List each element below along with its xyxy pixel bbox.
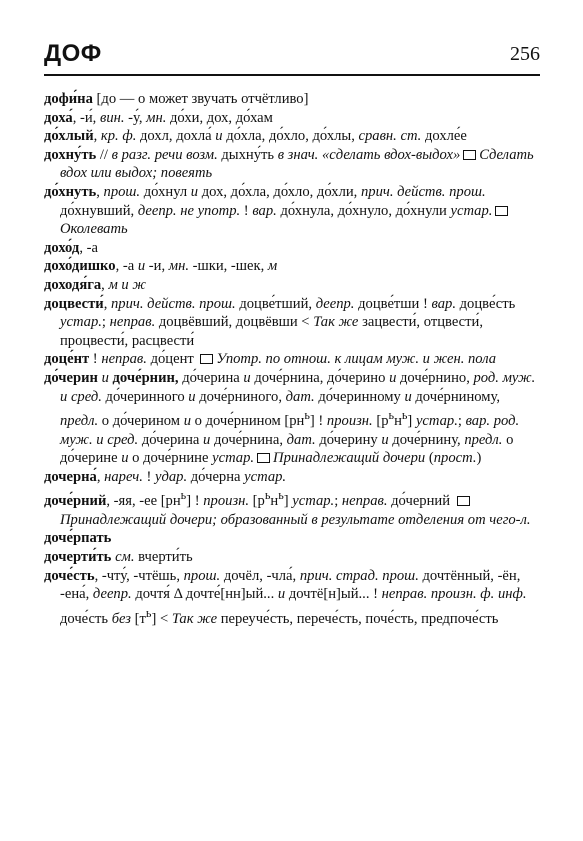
- grammar-label: произн.: [203, 493, 250, 510]
- grammar-label: и: [243, 369, 251, 386]
- grammar-label: и: [404, 388, 412, 405]
- grammar-label: вар. род. муж. и сред.: [60, 412, 520, 448]
- grammar-label: и: [190, 183, 199, 200]
- entry-dokhodishko: [44, 257, 540, 276]
- grammar-label: неправ.: [101, 351, 147, 368]
- grammar-label: м: [267, 258, 278, 275]
- definition-box-icon: [463, 150, 476, 160]
- grammar-label: вар.: [252, 202, 277, 219]
- soft-sign-mark: ь: [304, 408, 310, 423]
- grammar-label: род. муж. и сред.: [60, 369, 536, 405]
- headword: до́черин: [44, 369, 98, 386]
- grammar-label: дат.: [285, 388, 315, 405]
- entry-dokha: [44, 109, 540, 128]
- entry-text: до́черинного: [101, 388, 189, 405]
- entry-text: до́черину: [315, 431, 382, 448]
- entry-text: доцве́тши !: [354, 295, 432, 312]
- definition-box-icon: [200, 354, 213, 364]
- entry-text: ,: [101, 276, 109, 293]
- entry-text: ,: [93, 128, 101, 145]
- headword: доче́рпать: [44, 530, 112, 547]
- entry-text: ] <: [151, 610, 172, 627]
- entry-text: доче́рниного,: [195, 388, 286, 405]
- entry-dokhod: [44, 239, 540, 258]
- entry-text: о до́черине: [60, 431, 514, 467]
- soft-sign-mark: ь: [180, 488, 187, 503]
- entry-text: [т: [131, 610, 146, 627]
- entry-dotsvesti: [44, 295, 540, 351]
- headword: дочерна́: [44, 468, 97, 485]
- soft-sign-mark: ь: [388, 408, 395, 423]
- entry-text: дочтённый, -ён, -ена́,: [60, 567, 521, 603]
- grammar-label: устар.: [60, 314, 102, 331]
- entry-docherna: [44, 468, 540, 487]
- grammar-label: прич. действ. прош.: [360, 183, 486, 200]
- headword: доцвести́: [44, 295, 104, 312]
- grammar-label: удар.: [155, 468, 188, 485]
- grammar-label: без: [111, 610, 132, 627]
- grammar-label: дат.: [286, 431, 316, 448]
- entry-text: н: [394, 412, 402, 429]
- entry-text: дох, до́хла, до́хло, до́хли,: [198, 183, 361, 200]
- entry-text: ,: [103, 295, 111, 312]
- entry-text: дочтя́ Δ дочте́[нн]ый...: [131, 586, 278, 603]
- entry-text: ): [476, 450, 482, 467]
- grammar-label: предл.: [464, 431, 503, 448]
- entry-text: до́хи, дох, до́хам: [166, 109, 273, 126]
- headword: доха́: [44, 109, 73, 126]
- entry-text: -у́,: [124, 109, 147, 126]
- entry-text: //: [96, 146, 112, 163]
- soft-sign-mark: ь: [401, 408, 408, 423]
- entry-docherpat: [44, 529, 540, 548]
- grammar-label: Так же: [313, 314, 359, 331]
- entry-text: , -и́,: [72, 109, 100, 126]
- headword: доходя́га: [44, 276, 102, 293]
- entry-text: !: [89, 351, 102, 368]
- headword: доче́сть: [44, 567, 95, 584]
- grammar-label: прич. страд. прош.: [299, 567, 419, 584]
- headword: дочерти́ть: [44, 548, 112, 565]
- entry-text: ] !: [309, 412, 327, 429]
- entry-text: до́черна: [187, 468, 245, 485]
- entry-text: !: [142, 468, 156, 485]
- grammar-label: и: [183, 412, 191, 429]
- entry-text: доцве́сть: [455, 295, 516, 312]
- grammar-label: устар.: [415, 412, 458, 429]
- grammar-label: мн.: [168, 258, 189, 275]
- headword: дохо́д: [44, 239, 80, 256]
- soft-sign-mark: ь: [278, 488, 284, 503]
- header-rule: [44, 74, 540, 76]
- grammar-label: неправ.: [341, 493, 388, 510]
- entry-text: доцве́тший,: [235, 295, 316, 312]
- definition: Околевать: [60, 221, 128, 238]
- entry-text: , -чту́, -чтёшь,: [94, 567, 184, 584]
- entry-text: доче́рниному,: [411, 388, 501, 405]
- grammar-label: нареч.: [104, 468, 143, 485]
- definition-box-icon: [457, 496, 470, 506]
- entry-text: [р: [249, 493, 265, 510]
- grammar-label: и: [137, 258, 146, 275]
- grammar-label: и: [277, 586, 286, 603]
- grammar-label: и: [381, 431, 389, 448]
- entry-text: !: [240, 202, 253, 219]
- headword: доче́рний: [44, 493, 107, 510]
- entry-text: -и,: [145, 258, 169, 275]
- page-number: 256: [510, 43, 540, 65]
- entry-text: до́черина: [138, 431, 204, 448]
- running-head: ДОФ: [44, 40, 102, 67]
- entry-text: дочёл, -чла́,: [220, 567, 300, 584]
- usage-note: в знач. «сделать вдох-выдох»: [277, 146, 461, 163]
- grammar-label: устар.: [212, 450, 255, 467]
- entry-text: ;: [334, 493, 342, 510]
- grammar-label: прост.: [433, 450, 477, 467]
- grammar-label: и: [188, 388, 196, 405]
- entry-text: н: [270, 493, 279, 510]
- entry-text: доче́рнина, до́черино: [250, 369, 390, 386]
- entry-text: [до — о может звучать отчётливо]: [92, 91, 309, 107]
- entry-text: ]: [407, 412, 416, 429]
- grammar-label: кр. ф.: [100, 128, 137, 145]
- entry-docherniy: [44, 486, 540, 529]
- grammar-label: см.: [115, 548, 135, 565]
- entry-text: ] !: [186, 493, 204, 510]
- entry-text: до́цент: [146, 351, 198, 368]
- headword: дохо́дишко: [44, 258, 116, 275]
- entry-text: о доче́рнине: [128, 450, 213, 467]
- entry-text: доче́рнино,: [396, 369, 474, 386]
- entry-text: дыхну́ть: [217, 146, 278, 163]
- entry-dofina: [44, 90, 540, 109]
- grammar-label: вин.: [99, 109, 125, 126]
- headword: до́хнуть: [44, 183, 97, 200]
- grammar-label: вар.: [431, 295, 456, 312]
- entry-text: ;: [457, 412, 466, 429]
- entry-text: дохле́е: [421, 128, 467, 145]
- grammar-label: деепр.: [315, 295, 355, 312]
- entry-text: [р: [372, 412, 389, 429]
- grammar-label: деепр. не употр.: [137, 202, 241, 219]
- entries-column: [44, 90, 540, 628]
- entry-text: вчерти́ть: [134, 548, 193, 565]
- entry-text: ;: [101, 314, 110, 331]
- grammar-label: устар.: [292, 493, 335, 510]
- grammar-label: устар.: [244, 468, 287, 485]
- entry-dochest: [44, 567, 540, 629]
- grammar-label: сравн. ст.: [358, 128, 422, 145]
- grammar-label: и: [101, 369, 109, 386]
- headword: дофи́на: [44, 91, 93, 107]
- entry-text: до́черинному: [314, 388, 405, 405]
- definition: Сделать вдох или выдох; повеять: [60, 146, 534, 182]
- soft-sign-mark: ь: [264, 488, 271, 503]
- definition: Принадлежащий дочери; образованный в результате отделения от чего-л.: [60, 511, 531, 528]
- entry-dotsent: [44, 350, 540, 369]
- grammar-label: произн.: [326, 412, 373, 429]
- grammar-label: м и ж: [108, 276, 146, 293]
- entry-text: переуче́сть, перече́сть, поче́сть, предпоче́сть: [217, 610, 499, 627]
- grammar-label: неправ.: [109, 314, 156, 331]
- entry-text: до́хнул: [140, 183, 191, 200]
- headword: доце́нт: [44, 351, 90, 368]
- definition: Употр. по отнош. к лицам муж. и жен. пола: [216, 351, 497, 368]
- entry-dokhnut-breathe: [44, 146, 540, 183]
- entry-text: -шки, -шек,: [188, 258, 268, 275]
- entry-dokhnut-die: [44, 183, 540, 239]
- grammar-label: устар.: [450, 202, 493, 219]
- soft-sign-mark: ь: [145, 605, 152, 620]
- grammar-label: мн.: [146, 109, 167, 126]
- grammar-label: прич. действ. прош.: [110, 295, 236, 312]
- entry-dochertit: [44, 548, 540, 567]
- entry-text: , -а: [79, 239, 98, 256]
- entry-text: о до́черином: [98, 412, 184, 429]
- entry-text: ,: [96, 183, 104, 200]
- page-header: [44, 40, 540, 76]
- entry-text: дохл, дохла́: [136, 128, 216, 145]
- entry-docherin: [44, 369, 540, 468]
- grammar-label: и: [215, 128, 223, 145]
- entry-text: доче́рнину,: [388, 431, 465, 448]
- entry-text: ,: [96, 468, 105, 485]
- entry-dokhodyaga: [44, 276, 540, 295]
- grammar-label: неправ. произн. ф. инф.: [381, 586, 527, 603]
- definition: Принадлежащий дочери: [273, 450, 426, 467]
- grammar-label: и: [203, 431, 211, 448]
- entry-text: доче́рнина,: [210, 431, 287, 448]
- entry-text: доче́сть: [60, 610, 112, 627]
- grammar-label: прош.: [103, 183, 141, 200]
- grammar-label: и: [389, 369, 397, 386]
- entry-text: до́черний: [387, 493, 454, 510]
- headword: дохну́ть: [44, 146, 97, 163]
- entry-text: ]: [283, 493, 293, 510]
- entry-text: , -яя, -ее [рн: [106, 493, 181, 510]
- entry-text: до́черина: [178, 369, 244, 386]
- definition-box-icon: [257, 453, 270, 463]
- usage-note: в разг. речи возм.: [111, 146, 218, 163]
- headword-variant: доче́рнин,: [108, 369, 179, 386]
- entry-text: до́хла, до́хло, до́хлы,: [222, 128, 359, 145]
- entry-text: до́хнувший,: [60, 202, 138, 219]
- headword: до́хлый: [44, 128, 94, 145]
- grammar-label: деепр.: [92, 586, 132, 603]
- entry-text: , -а: [115, 258, 138, 275]
- entry-dokhlyi: [44, 127, 540, 146]
- grammar-label: и: [121, 450, 129, 467]
- entry-text: до́хнула, до́хнуло, до́хнули: [276, 202, 451, 219]
- grammar-label: прош.: [183, 567, 221, 584]
- grammar-label: Так же: [171, 610, 218, 627]
- grammar-label: предл.: [60, 412, 99, 429]
- entry-text: дочтё[н]ый... !: [285, 586, 382, 603]
- entry-text: доцвёвший, доцвёвши <: [155, 314, 314, 331]
- entry-text: о доче́рнином [рн: [190, 412, 305, 429]
- entry-text: (: [425, 450, 434, 467]
- entry-text: зацвести́, отцвести́, процвести́, расцвести́: [60, 314, 483, 349]
- definition-box-icon: [495, 206, 508, 216]
